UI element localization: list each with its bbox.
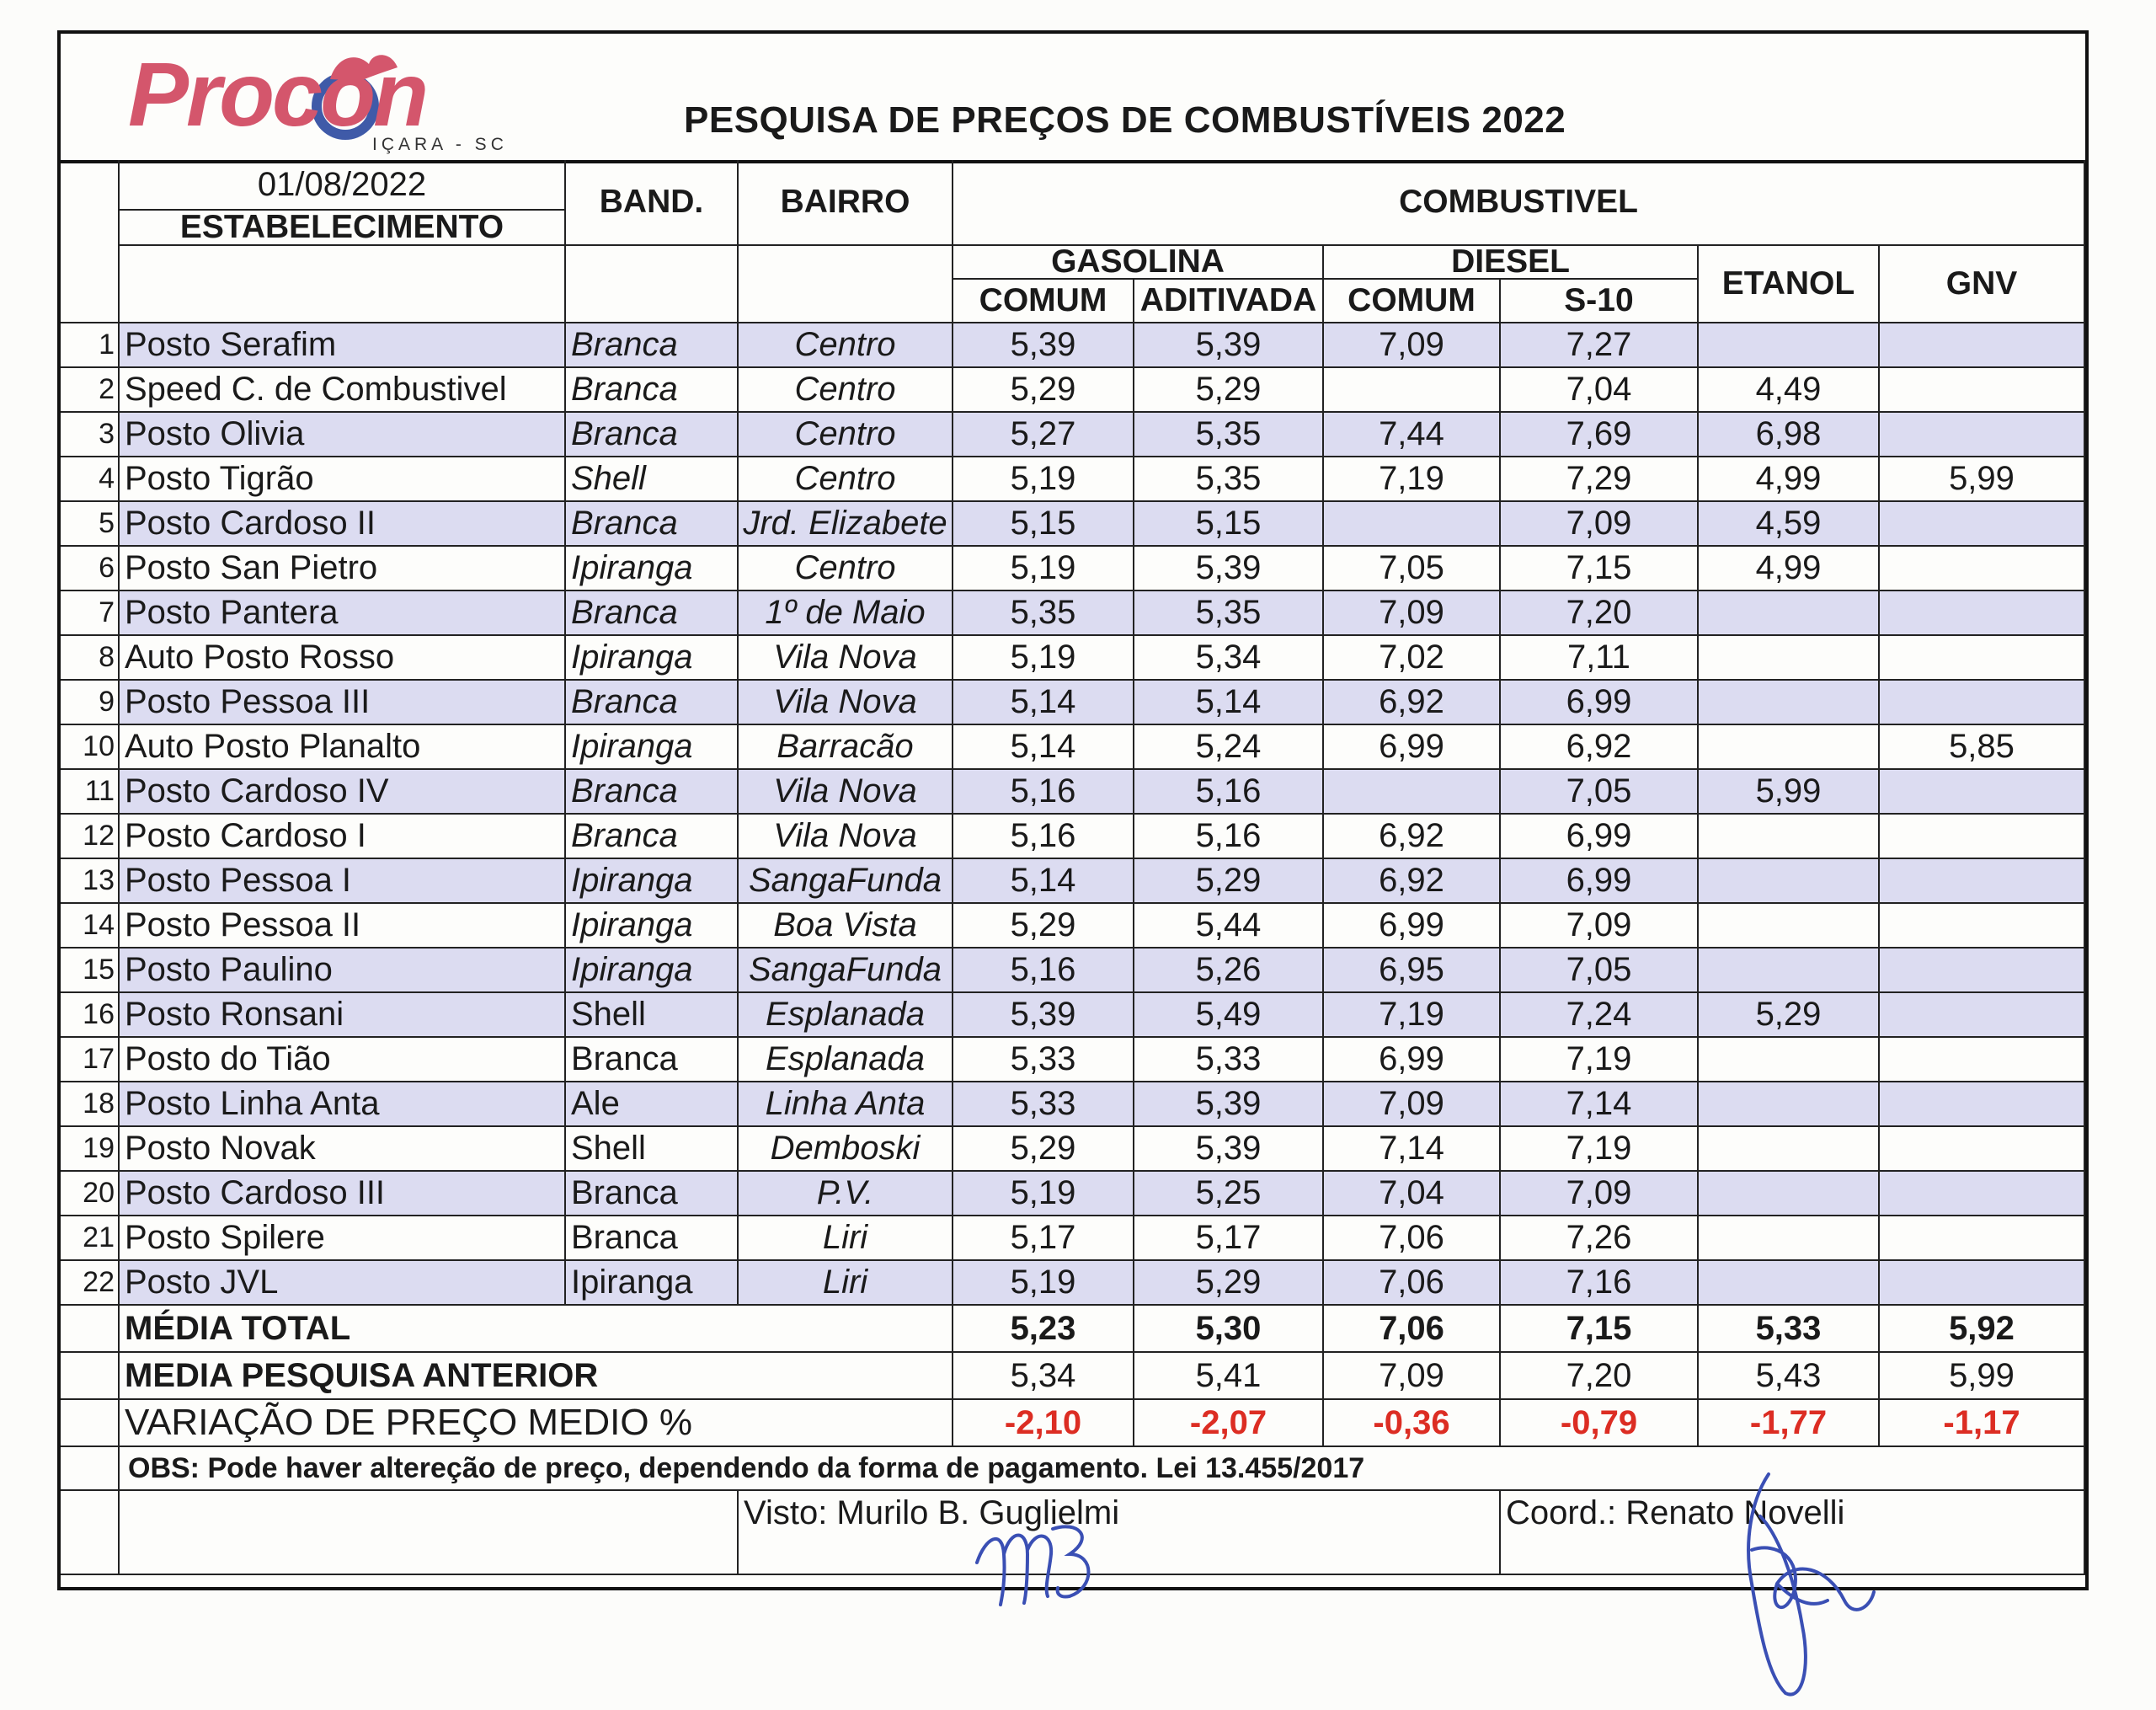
signature-index-blank [61, 1491, 120, 1575]
price-etanol: 5,99 [1699, 770, 1880, 815]
row-number: 7 [61, 591, 120, 636]
price-gasolina-aditivada: 5,29 [1134, 859, 1324, 904]
price-gnv [1880, 1261, 2085, 1306]
price-gnv [1880, 547, 2085, 591]
price-gasolina-comum: 5,19 [953, 457, 1134, 502]
station-brand: Shell [566, 1127, 739, 1172]
media-anterior-gnv: 5,99 [1880, 1353, 2085, 1400]
price-diesel-s10: 7,11 [1501, 636, 1699, 681]
logo-word: Procon [128, 43, 427, 145]
station-name: Auto Posto Planalto [120, 725, 566, 770]
price-gasolina-aditivada: 5,16 [1134, 815, 1324, 859]
station-district: Linha Anta [739, 1082, 953, 1127]
price-gnv [1880, 859, 2085, 904]
header-band: BAND. [566, 160, 739, 246]
price-gasolina-comum: 5,16 [953, 815, 1134, 859]
signature-blank [120, 1491, 739, 1575]
station-name: Posto Pessoa III [120, 681, 566, 725]
price-diesel-comum: 6,92 [1324, 859, 1501, 904]
variacao-preco-gasolina-aditivada: -2,07 [1134, 1400, 1324, 1447]
price-gnv [1880, 323, 2085, 368]
price-gnv [1880, 1127, 2085, 1172]
media-anterior-index-blank [61, 1353, 120, 1400]
station-name: Posto Olivia [120, 413, 566, 457]
price-gasolina-comum: 5,16 [953, 949, 1134, 993]
price-etanol: 5,29 [1699, 993, 1880, 1038]
station-name: Speed C. de Combustivel [120, 368, 566, 413]
price-etanol: 4,99 [1699, 547, 1880, 591]
station-district: Vila Nova [739, 681, 953, 725]
station-brand: Branca [566, 681, 739, 725]
station-district: Vila Nova [739, 636, 953, 681]
price-diesel-s10: 7,19 [1501, 1127, 1699, 1172]
variacao-preco-diesel-comum: -0,36 [1324, 1400, 1501, 1447]
price-diesel-comum: 7,09 [1324, 1082, 1501, 1127]
obs-index-blank [61, 1447, 120, 1491]
station-brand: Branca [566, 591, 739, 636]
variacao-preco-index-blank [61, 1400, 120, 1447]
price-etanol [1699, 681, 1880, 725]
price-diesel-s10: 7,20 [1501, 591, 1699, 636]
header-diesel: DIESEL [1324, 246, 1699, 280]
obs-note: OBS: Pode haver altereção de preço, dependendo da forma de pagamento. Lei 13.455/2017 [120, 1447, 2085, 1491]
price-diesel-comum: 7,06 [1324, 1216, 1501, 1261]
price-etanol [1699, 1261, 1880, 1306]
price-diesel-s10: 6,99 [1501, 859, 1699, 904]
media-anterior-diesel-comum: 7,09 [1324, 1353, 1501, 1400]
station-name: Posto Linha Anta [120, 1082, 566, 1127]
price-diesel-comum: 6,92 [1324, 815, 1501, 859]
station-district: Centro [739, 368, 953, 413]
price-diesel-comum: 6,99 [1324, 1038, 1501, 1082]
row-number: 6 [61, 547, 120, 591]
fuel-price-table [61, 160, 2085, 1587]
price-etanol [1699, 1216, 1880, 1261]
row-number: 15 [61, 949, 120, 993]
station-district: Vila Nova [739, 770, 953, 815]
station-district: Esplanada [739, 1038, 953, 1082]
price-gasolina-comum: 5,35 [953, 591, 1134, 636]
header-gnv: GNV [1880, 246, 2085, 323]
price-gnv [1880, 502, 2085, 547]
media-anterior-label: MEDIA PESQUISA ANTERIOR [120, 1353, 953, 1400]
price-diesel-s10: 7,19 [1501, 1038, 1699, 1082]
station-district: Demboski [739, 1127, 953, 1172]
price-gasolina-aditivada: 5,26 [1134, 949, 1324, 993]
station-name: Posto Serafim [120, 323, 566, 368]
price-gasolina-aditivada: 5,14 [1134, 681, 1324, 725]
price-diesel-s10: 7,14 [1501, 1082, 1699, 1127]
price-etanol [1699, 904, 1880, 949]
price-gasolina-comum: 5,19 [953, 547, 1134, 591]
station-district: Vila Nova [739, 815, 953, 859]
price-gasolina-comum: 5,33 [953, 1082, 1134, 1127]
station-district: Centro [739, 457, 953, 502]
price-diesel-s10: 6,92 [1501, 725, 1699, 770]
sheet-header [61, 34, 2085, 163]
media-total-gasolina-aditivada: 5,30 [1134, 1306, 1324, 1353]
price-gnv [1880, 636, 2085, 681]
station-brand: Ipiranga [566, 904, 739, 949]
station-name: Posto Ronsani [120, 993, 566, 1038]
price-gasolina-aditivada: 5,17 [1134, 1216, 1324, 1261]
row-number: 10 [61, 725, 120, 770]
row-number: 19 [61, 1127, 120, 1172]
price-diesel-comum: 6,95 [1324, 949, 1501, 993]
price-etanol: 4,59 [1699, 502, 1880, 547]
price-gasolina-aditivada: 5,25 [1134, 1172, 1324, 1216]
price-gnv [1880, 1082, 2085, 1127]
station-name: Posto do Tião [120, 1038, 566, 1082]
station-brand: Branca [566, 815, 739, 859]
price-gasolina-aditivada: 5,16 [1134, 770, 1324, 815]
variacao-preco-gasolina-comum: -2,10 [953, 1400, 1134, 1447]
station-brand: Branca [566, 1038, 739, 1082]
index-header-blank [61, 160, 120, 323]
price-diesel-comum: 7,04 [1324, 1172, 1501, 1216]
station-name: Posto Cardoso I [120, 815, 566, 859]
price-diesel-s10: 7,09 [1501, 1172, 1699, 1216]
price-diesel-s10: 7,27 [1501, 323, 1699, 368]
station-district: Liri [739, 1216, 953, 1261]
station-brand: Branca [566, 1216, 739, 1261]
price-diesel-s10: 7,16 [1501, 1261, 1699, 1306]
price-gasolina-comum: 5,17 [953, 1216, 1134, 1261]
price-etanol: 4,49 [1699, 368, 1880, 413]
price-diesel-s10: 7,15 [1501, 547, 1699, 591]
media-total-diesel-s10: 7,15 [1501, 1306, 1699, 1353]
price-diesel-comum: 6,92 [1324, 681, 1501, 725]
price-gasolina-comum: 5,19 [953, 636, 1134, 681]
header-blank-bairro [739, 246, 953, 323]
coord-signature-field: Coord.: Renato Novelli [1501, 1491, 2085, 1575]
station-name: Posto Paulino [120, 949, 566, 993]
station-name: Posto Pessoa I [120, 859, 566, 904]
price-gasolina-comum: 5,14 [953, 859, 1134, 904]
station-brand: Ipiranga [566, 636, 739, 681]
media-anterior-gasolina-comum: 5,34 [953, 1353, 1134, 1400]
price-etanol [1699, 1038, 1880, 1082]
price-diesel-s10: 7,26 [1501, 1216, 1699, 1261]
row-number: 2 [61, 368, 120, 413]
price-gnv [1880, 591, 2085, 636]
visto-signature-field: Visto: Murilo B. Guglielmi [739, 1491, 1501, 1575]
station-name: Posto Cardoso III [120, 1172, 566, 1216]
price-gasolina-aditivada: 5,39 [1134, 1127, 1324, 1172]
price-survey-sheet [57, 30, 2089, 1590]
station-district: Barracão [739, 725, 953, 770]
price-etanol [1699, 859, 1880, 904]
price-gasolina-comum: 5,33 [953, 1038, 1134, 1082]
station-district: Liri [739, 1261, 953, 1306]
price-gasolina-comum: 5,14 [953, 681, 1134, 725]
price-gasolina-aditivada: 5,34 [1134, 636, 1324, 681]
price-gnv [1880, 368, 2085, 413]
station-brand: Ipiranga [566, 547, 739, 591]
price-gasolina-comum: 5,14 [953, 725, 1134, 770]
price-diesel-comum: 7,19 [1324, 993, 1501, 1038]
price-diesel-comum: 7,14 [1324, 1127, 1501, 1172]
station-name: Posto Spilere [120, 1216, 566, 1261]
price-gasolina-aditivada: 5,35 [1134, 457, 1324, 502]
price-gasolina-comum: 5,29 [953, 1127, 1134, 1172]
price-gnv: 5,99 [1880, 457, 2085, 502]
price-gnv [1880, 993, 2085, 1038]
station-name: Posto Tigrão [120, 457, 566, 502]
media-total-diesel-comum: 7,06 [1324, 1306, 1501, 1353]
price-gasolina-aditivada: 5,24 [1134, 725, 1324, 770]
header-diesel-comum: COMUM [1324, 280, 1501, 323]
station-name: Posto Cardoso II [120, 502, 566, 547]
price-diesel-s10: 7,05 [1501, 949, 1699, 993]
station-brand: Shell [566, 457, 739, 502]
station-brand: Shell [566, 993, 739, 1038]
price-gnv [1880, 681, 2085, 725]
price-etanol [1699, 1082, 1880, 1127]
row-number: 17 [61, 1038, 120, 1082]
price-gasolina-aditivada: 5,29 [1134, 1261, 1324, 1306]
variacao-preco-etanol: -1,77 [1699, 1400, 1880, 1447]
station-district: 1º de Maio [739, 591, 953, 636]
station-name: Posto Novak [120, 1127, 566, 1172]
station-name: Posto Cardoso IV [120, 770, 566, 815]
station-brand: Branca [566, 368, 739, 413]
price-gnv [1880, 815, 2085, 859]
media-total-label: MÉDIA TOTAL [120, 1306, 953, 1353]
price-gasolina-aditivada: 5,44 [1134, 904, 1324, 949]
price-etanol [1699, 636, 1880, 681]
row-number: 21 [61, 1216, 120, 1261]
price-gasolina-aditivada: 5,39 [1134, 323, 1324, 368]
media-anterior-gasolina-aditivada: 5,41 [1134, 1353, 1324, 1400]
station-name: Posto Pessoa II [120, 904, 566, 949]
coord-handwritten-signature [1718, 1466, 1878, 1710]
price-etanol [1699, 1172, 1880, 1216]
station-district: Esplanada [739, 993, 953, 1038]
media-anterior-etanol: 5,43 [1699, 1353, 1880, 1400]
header-etanol: ETANOL [1699, 246, 1880, 323]
price-diesel-comum: 7,44 [1324, 413, 1501, 457]
price-gasolina-aditivada: 5,49 [1134, 993, 1324, 1038]
price-diesel-comum [1324, 368, 1501, 413]
row-number: 5 [61, 502, 120, 547]
row-number: 9 [61, 681, 120, 725]
variacao-preco-label: VARIAÇÃO DE PREÇO MEDIO % [120, 1400, 953, 1447]
price-gnv [1880, 1172, 2085, 1216]
price-diesel-comum: 7,19 [1324, 457, 1501, 502]
station-district: Centro [739, 413, 953, 457]
price-gasolina-aditivada: 5,39 [1134, 547, 1324, 591]
row-number: 16 [61, 993, 120, 1038]
survey-date: 01/08/2022 [120, 160, 566, 211]
price-gnv [1880, 413, 2085, 457]
media-anterior-diesel-s10: 7,20 [1501, 1353, 1699, 1400]
price-gasolina-comum: 5,27 [953, 413, 1134, 457]
price-gasolina-comum: 5,29 [953, 368, 1134, 413]
station-brand: Ipiranga [566, 859, 739, 904]
price-gasolina-aditivada: 5,15 [1134, 502, 1324, 547]
station-brand: Ipiranga [566, 725, 739, 770]
row-number: 20 [61, 1172, 120, 1216]
price-diesel-s10: 7,09 [1501, 502, 1699, 547]
station-brand: Ipiranga [566, 949, 739, 993]
header-estabelecimento: ESTABELECIMENTO [120, 211, 566, 246]
price-gasolina-comum: 5,16 [953, 770, 1134, 815]
station-brand: Ipiranga [566, 1261, 739, 1306]
price-diesel-s10: 7,05 [1501, 770, 1699, 815]
price-etanol [1699, 323, 1880, 368]
header-blank-name [120, 246, 566, 323]
header-gas-aditivada: ADITIVADA [1134, 280, 1324, 323]
price-etanol: 6,98 [1699, 413, 1880, 457]
price-diesel-comum: 6,99 [1324, 904, 1501, 949]
station-brand: Ale [566, 1082, 739, 1127]
price-etanol: 4,99 [1699, 457, 1880, 502]
visto-handwritten-signature [969, 1504, 1112, 1622]
row-number: 3 [61, 413, 120, 457]
row-number: 14 [61, 904, 120, 949]
header-blank-band [566, 246, 739, 323]
price-gnv [1880, 904, 2085, 949]
price-diesel-s10: 6,99 [1501, 815, 1699, 859]
logo-locality: IÇARA - SC [372, 135, 508, 154]
media-total-index-blank [61, 1306, 120, 1353]
price-gasolina-comum: 5,15 [953, 502, 1134, 547]
media-total-etanol: 5,33 [1699, 1306, 1880, 1353]
station-district: SangaFunda [739, 859, 953, 904]
price-diesel-comum: 7,09 [1324, 323, 1501, 368]
row-number: 8 [61, 636, 120, 681]
price-diesel-s10: 7,69 [1501, 413, 1699, 457]
media-total-gnv: 5,92 [1880, 1306, 2085, 1353]
station-brand: Branca [566, 502, 739, 547]
station-district: Centro [739, 323, 953, 368]
variacao-preco-gnv: -1,17 [1880, 1400, 2085, 1447]
price-diesel-comum: 7,05 [1324, 547, 1501, 591]
page-title: PESQUISA DE PREÇOS DE COMBUSTÍVEIS 2022 [684, 99, 1566, 141]
header-combustivel: COMBUSTIVEL [953, 160, 2085, 246]
price-diesel-comum: 7,06 [1324, 1261, 1501, 1306]
price-gnv [1880, 1038, 2085, 1082]
station-brand: Branca [566, 413, 739, 457]
price-gnv: 5,85 [1880, 725, 2085, 770]
price-diesel-s10: 7,24 [1501, 993, 1699, 1038]
station-name: Posto Pantera [120, 591, 566, 636]
station-name: Posto San Pietro [120, 547, 566, 591]
station-district: Centro [739, 547, 953, 591]
price-gasolina-aditivada: 5,35 [1134, 413, 1324, 457]
price-gasolina-comum: 5,29 [953, 904, 1134, 949]
station-district: Jrd. Elizabete [739, 502, 953, 547]
station-brand: Branca [566, 323, 739, 368]
price-gasolina-comum: 5,19 [953, 1172, 1134, 1216]
header-gasolina: GASOLINA [953, 246, 1324, 280]
row-number: 22 [61, 1261, 120, 1306]
station-brand: Branca [566, 770, 739, 815]
price-diesel-s10: 7,04 [1501, 368, 1699, 413]
price-etanol [1699, 1127, 1880, 1172]
price-etanol [1699, 815, 1880, 859]
price-diesel-s10: 7,29 [1501, 457, 1699, 502]
procon-logo [120, 45, 558, 155]
row-number: 11 [61, 770, 120, 815]
header-bairro: BAIRRO [739, 160, 953, 246]
price-gnv [1880, 1216, 2085, 1261]
station-name: Posto JVL [120, 1261, 566, 1306]
row-number: 12 [61, 815, 120, 859]
price-diesel-comum: 7,09 [1324, 591, 1501, 636]
price-gasolina-aditivada: 5,39 [1134, 1082, 1324, 1127]
price-gasolina-comum: 5,39 [953, 993, 1134, 1038]
price-gasolina-comum: 5,39 [953, 323, 1134, 368]
row-number: 13 [61, 859, 120, 904]
price-etanol [1699, 591, 1880, 636]
price-diesel-s10: 7,09 [1501, 904, 1699, 949]
station-brand: Branca [566, 1172, 739, 1216]
row-number: 1 [61, 323, 120, 368]
variacao-preco-diesel-s10: -0,79 [1501, 1400, 1699, 1447]
row-number: 18 [61, 1082, 120, 1127]
station-district: Boa Vista [739, 904, 953, 949]
price-diesel-comum: 7,02 [1324, 636, 1501, 681]
price-gasolina-comum: 5,19 [953, 1261, 1134, 1306]
price-diesel-comum [1324, 502, 1501, 547]
price-diesel-comum: 6,99 [1324, 725, 1501, 770]
header-gas-comum: COMUM [953, 280, 1134, 323]
row-number: 4 [61, 457, 120, 502]
price-etanol [1699, 725, 1880, 770]
price-gasolina-aditivada: 5,33 [1134, 1038, 1324, 1082]
header-diesel-s10: S-10 [1501, 280, 1699, 323]
price-gnv [1880, 949, 2085, 993]
station-name: Auto Posto Rosso [120, 636, 566, 681]
media-total-gasolina-comum: 5,23 [953, 1306, 1134, 1353]
price-gasolina-aditivada: 5,35 [1134, 591, 1324, 636]
price-gasolina-aditivada: 5,29 [1134, 368, 1324, 413]
price-etanol [1699, 949, 1880, 993]
station-district: SangaFunda [739, 949, 953, 993]
price-diesel-s10: 6,99 [1501, 681, 1699, 725]
station-district: P.V. [739, 1172, 953, 1216]
price-diesel-comum [1324, 770, 1501, 815]
price-gnv [1880, 770, 2085, 815]
